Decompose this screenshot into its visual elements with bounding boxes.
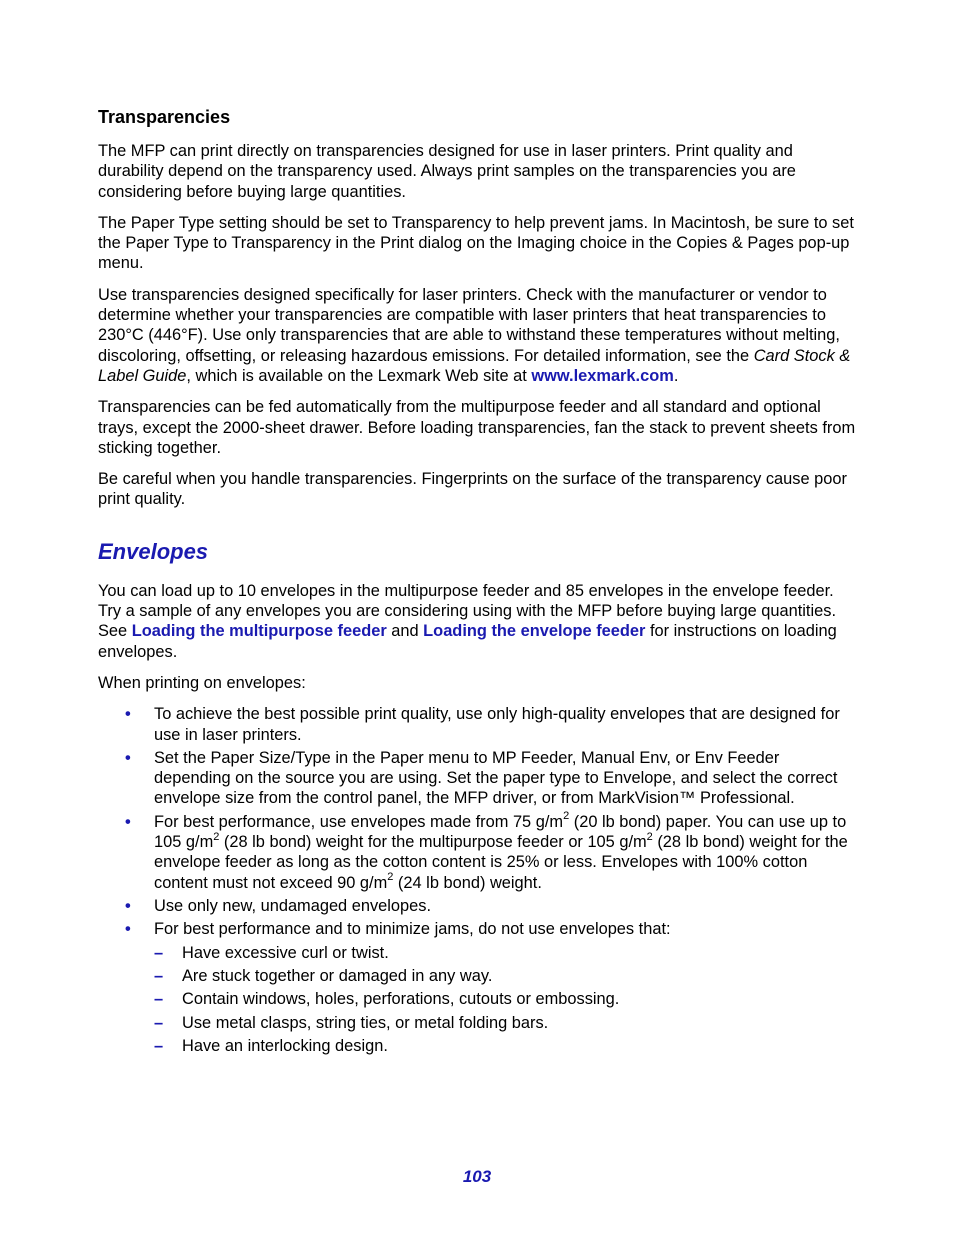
text-run: Use transparencies designed specifically for laser printers. Check with the manufacturer or vendor to determine whether your transparencies are compatible with laser printers that heat transparencies to 230°C (446°F). Use only transparencies that are able to withstand these temperatures without melting, discoloring, offsetting, or releasing hazardous emissions. For detailed information, see the: [98, 285, 840, 365]
list-item-text: To achieve the best possible print quality, use only high-quality envelopes that are designed for use in laser printers.: [154, 705, 840, 744]
list-item: [98, 704, 858, 745]
loading-multipurpose-feeder-link[interactable]: Loading the multipurpose feeder: [131, 622, 387, 641]
text-run: for instructions on loading envelopes.: [98, 622, 837, 661]
dash-item-text: Have an interlocking design.: [182, 1037, 388, 1056]
bullet-icon: •: [125, 920, 131, 939]
dash-item: [154, 989, 858, 1009]
text-run: For best performance, use envelopes made from 75 g/m: [154, 812, 564, 831]
dash-list: [154, 943, 858, 1057]
superscript: 2: [563, 810, 570, 823]
text-run: (28 lb bond) weight for the multipurpose feeder or 105 g/m: [219, 833, 647, 852]
list-item: [98, 919, 858, 1057]
list-item-text: For best performance and to minimize jams, do not use envelopes that:: [154, 920, 671, 939]
section-heading-envelopes: Envelopes: [98, 538, 209, 564]
paragraph: When printing on envelopes:: [98, 673, 306, 692]
text-run: (28 lb bond) weight for the envelope feeder as long as the cotton content is 25% or less. Envelopes with 100% cotton content must not exceed 90 g/m: [154, 833, 848, 892]
dash-item: [154, 1013, 858, 1033]
list-item: [98, 896, 858, 916]
bullet-icon: •: [125, 896, 131, 915]
dash-icon: –: [154, 943, 164, 962]
dash-item: [154, 1036, 858, 1056]
text-run: You can load up to 10 envelopes in the multipurpose feeder and 85 envelopes in the envelope feeder. Try a sample of any envelopes you are considering using with the MFP before buying large quantities. See: [98, 581, 836, 641]
dash-item-text: Are stuck together or damaged in any way.: [182, 966, 493, 985]
paragraph: [98, 285, 858, 386]
lexmark-link[interactable]: www.lexmark.com: [531, 366, 674, 385]
dash-item-text: Have excessive curl or twist.: [182, 943, 389, 962]
text-run: and: [386, 622, 424, 641]
paragraph: The MFP can print directly on transparencies designed for use in laser printers. Print quality and durability depend on the transparency used. Always print samples on the transparencies you are considering before buying large quantities.: [98, 142, 796, 201]
text-run: (20 lb bond) paper. You can use up to 105 g/m: [154, 812, 847, 852]
bullet-icon: •: [125, 812, 131, 831]
loading-envelope-feeder-link[interactable]: Loading the envelope feeder: [423, 622, 646, 641]
page-content: [98, 106, 858, 1060]
dash-item-text: Contain windows, holes, perforations, cutouts or embossing.: [182, 990, 620, 1009]
paragraph: [98, 581, 858, 662]
superscript: 2: [387, 871, 394, 884]
text-run: .: [673, 366, 679, 385]
section-heading-transparencies: Transparencies: [98, 107, 231, 127]
text-run: (24 lb bond) weight.: [393, 873, 542, 892]
list-item: [98, 748, 858, 809]
dash-icon: –: [154, 990, 164, 1009]
list-item-text: Use only new, undamaged envelopes.: [154, 896, 432, 915]
bullet-icon: •: [125, 748, 131, 767]
paragraph: Transparencies can be fed automatically from the multipurpose feeder and all standard and optional trays, except the 2000-sheet drawer. Before loading transparencies, fan the stack to prevent sheets from sticking together.: [98, 398, 856, 457]
bullet-icon: •: [125, 705, 131, 724]
dash-item-text: Use metal clasps, string ties, or metal folding bars.: [182, 1013, 549, 1032]
superscript: 2: [213, 830, 220, 843]
dash-icon: –: [154, 1037, 164, 1056]
superscript: 2: [646, 830, 653, 843]
page-number: 103: [462, 1167, 492, 1186]
guide-title: Card Stock & Label Guide: [98, 346, 851, 385]
dash-icon: –: [154, 1013, 164, 1032]
paragraph: Be careful when you handle transparencies. Fingerprints on the surface of the transparency cause poor print quality.: [98, 470, 847, 509]
text-run: , which is available on the Lexmark Web site at: [186, 366, 532, 385]
paragraph: The Paper Type setting should be set to Transparency to help prevent jams. In Macintosh, be sure to set the Paper Type to Transparency in the Print dialog on the Imaging choice in the Copies & Pages pop-up menu.: [98, 213, 854, 273]
list-item-text: Set the Paper Size/Type in the Paper menu to MP Feeder, Manual Env, or Env Feeder depending on the source you are using. Set the paper type to Envelope, and select the correct envelope size from the control panel, the MFP driver, or from MarkVision™ Professional.: [154, 748, 838, 808]
dash-item: [154, 966, 858, 986]
list-item: [98, 812, 858, 893]
dash-item: [154, 943, 858, 963]
bullet-list: [98, 704, 858, 1057]
dash-icon: –: [154, 966, 164, 985]
